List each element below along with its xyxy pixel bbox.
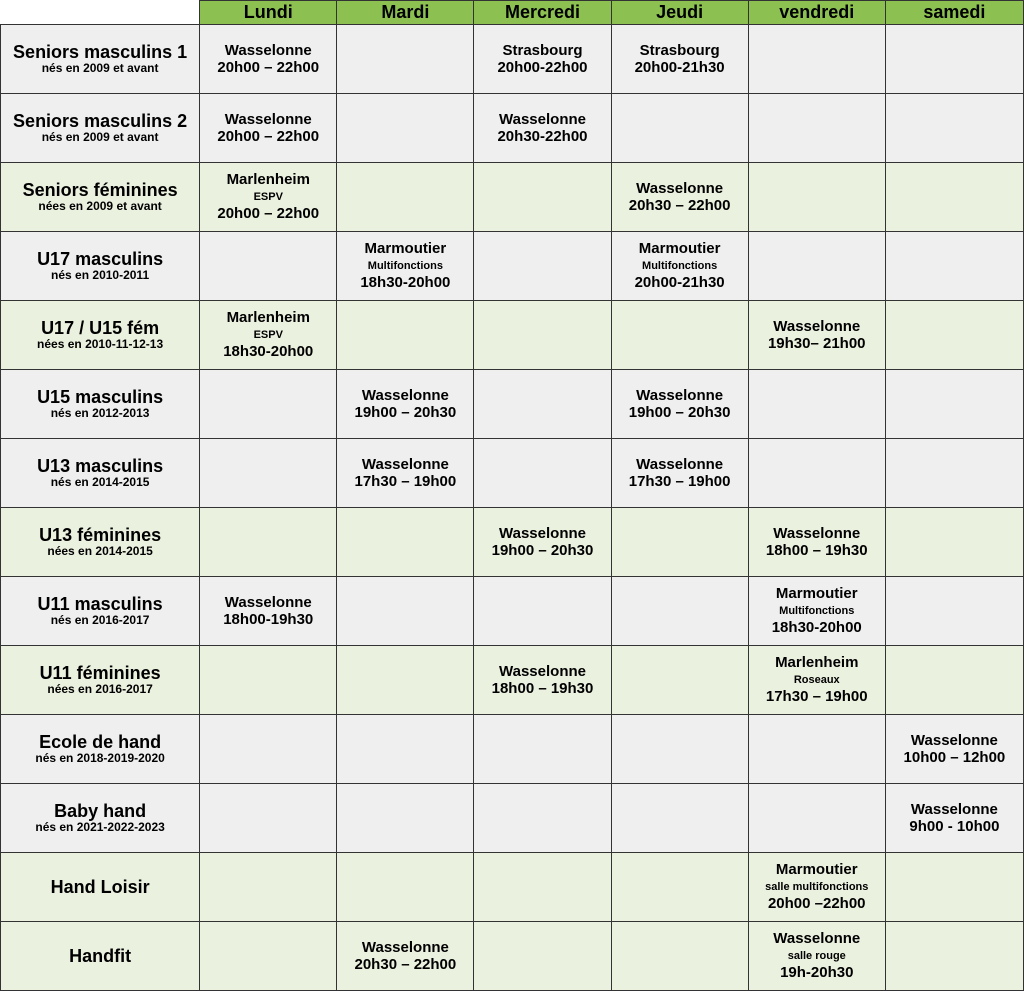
slot-monday [200,646,337,715]
slot-venue: Multifonctions [779,604,855,617]
header-corner-cell [1,1,200,25]
slot-friday [748,577,885,646]
team-birth-years: nés en 2009 et avant [41,130,159,145]
slot-time: 19h00 – 20h30 [491,542,594,559]
team-cell [1,370,200,439]
slot-location: Wasselonne [773,930,861,948]
team-row [1,715,1024,784]
team-cell [1,646,200,715]
team-row [1,784,1024,853]
team-cell [1,508,200,577]
slot-tuesday [337,922,474,991]
slot-thursday [611,232,748,301]
team-name: U13 masculins [37,455,164,476]
slot-saturday [885,301,1023,370]
slot-tuesday [337,508,474,577]
slot-location: Wasselonne [499,662,586,680]
slot-location: Wasselonne [499,524,586,542]
slot-saturday [885,715,1023,784]
schedule-header [1,1,1024,25]
slot-saturday [885,577,1023,646]
slot-time: 20h00-21h30 [634,274,725,292]
slot-wednesday [474,94,611,163]
slot-saturday [885,853,1023,922]
slot-time: 20h00 – 22h00 [217,59,320,76]
team-cell [1,94,200,163]
day-header-friday: vendredi [748,1,885,25]
slot-thursday [611,784,748,853]
team-cell [1,163,200,232]
team-name: Seniors masculins 1 [13,41,188,62]
team-birth-years: nées en 2014-2015 [47,544,153,559]
slot-friday [748,163,885,232]
team-row [1,508,1024,577]
team-birth-years: nés en 2016-2017 [50,613,150,628]
team-name: U13 féminines [39,524,162,545]
slot-friday [748,94,885,163]
team-row [1,922,1024,991]
slot-location: Wasselonne [499,110,586,128]
team-birth-years: nés en 2009 et avant [41,61,159,76]
slot-time: 19h00 – 20h30 [628,404,731,421]
slot-friday [748,715,885,784]
slot-time: 20h00-21h30 [634,59,725,76]
team-row [1,646,1024,715]
slot-location: Strasbourg [502,41,583,59]
slot-time: 20h30 – 22h00 [628,197,731,214]
team-name: U17 / U15 fém [41,317,160,338]
slot-time: 17h30 – 19h00 [765,688,868,706]
slot-wednesday [474,577,611,646]
day-header-wednesday: Mercredi [474,1,611,25]
slot-time: 20h00 – 22h00 [217,205,320,223]
team-name: Baby hand [54,800,147,821]
slot-time: 10h00 – 12h00 [903,749,1006,766]
slot-monday [200,301,337,370]
team-name: U15 masculins [37,386,164,407]
slot-saturday [885,922,1023,991]
slot-friday [748,646,885,715]
day-header-thursday: Jeudi [611,1,748,25]
slot-thursday [611,646,748,715]
slot-friday [748,784,885,853]
slot-saturday [885,94,1023,163]
slot-time: 20h30 – 22h00 [354,956,457,973]
slot-wednesday [474,439,611,508]
slot-saturday [885,232,1023,301]
slot-monday [200,25,337,94]
slot-time: 20h30-22h00 [497,128,588,145]
slot-monday [200,163,337,232]
slot-saturday [885,508,1023,577]
slot-monday [200,508,337,577]
slot-time: 18h00 – 19h30 [765,542,868,559]
slot-tuesday [337,784,474,853]
slot-friday [748,853,885,922]
slot-tuesday [337,94,474,163]
slot-friday [748,922,885,991]
slot-time: 20h00 –22h00 [767,895,866,913]
slot-thursday [611,715,748,784]
team-birth-years: nés en 2021-2022-2023 [35,820,165,835]
slot-thursday [611,370,748,439]
team-name: U11 masculins [37,593,163,614]
slot-time: 18h30-20h00 [771,619,862,637]
day-header-monday: Lundi [200,1,337,25]
slot-tuesday [337,577,474,646]
slot-wednesday [474,508,611,577]
header-row [1,1,1024,25]
slot-tuesday [337,439,474,508]
slot-tuesday [337,646,474,715]
slot-thursday [611,577,748,646]
slot-location: Wasselonne [636,455,724,473]
slot-venue: ESPV [253,328,283,341]
slot-time: 20h00-22h00 [497,59,588,76]
team-name: Seniors féminines [22,179,178,200]
slot-location: Wasselonne [910,731,998,749]
slot-wednesday [474,163,611,232]
slot-time: 18h30-20h00 [360,274,451,292]
slot-location: Marlenheim [775,654,859,672]
slot-location: Marlenheim [226,309,310,327]
team-birth-years: nés en 2014-2015 [50,475,150,490]
slot-wednesday [474,853,611,922]
slot-saturday [885,439,1023,508]
slot-wednesday [474,715,611,784]
slot-location: Wasselonne [361,455,449,473]
slot-location: Marmoutier [775,861,858,879]
slot-time: 19h30– 21h00 [767,335,866,352]
slot-thursday [611,25,748,94]
team-cell [1,922,200,991]
schedule-body [1,25,1024,991]
slot-tuesday [337,232,474,301]
team-row [1,439,1024,508]
slot-thursday [611,922,748,991]
team-cell [1,232,200,301]
slot-venue: salle rouge [787,949,846,962]
slot-thursday [611,94,748,163]
slot-thursday [611,439,748,508]
slot-friday [748,232,885,301]
slot-wednesday [474,646,611,715]
slot-time: 18h00 – 19h30 [491,680,594,697]
slot-location: Marlenheim [226,171,310,189]
slot-location: Marmoutier [364,240,447,258]
slot-venue: Multifonctions [367,259,443,272]
team-name: Seniors masculins 2 [13,110,188,131]
team-row [1,232,1024,301]
slot-time: 19h00 – 20h30 [354,404,457,421]
team-name: Ecole de hand [39,731,162,752]
team-birth-years: nés en 2012-2013 [50,406,150,421]
team-name: U17 masculins [37,248,164,269]
slot-time: 17h30 – 19h00 [354,473,457,490]
slot-venue: ESPV [253,190,283,203]
slot-wednesday [474,370,611,439]
slot-monday [200,784,337,853]
slot-location: Strasbourg [639,41,720,59]
team-birth-years: nés en 2010-2011 [51,268,150,283]
slot-location: Marmoutier [775,585,858,603]
slot-monday [200,853,337,922]
team-row [1,370,1024,439]
slot-monday [200,94,337,163]
slot-wednesday [474,232,611,301]
slot-time: 18h30-20h00 [223,343,314,361]
slot-venue: Roseaux [793,673,840,686]
slot-monday [200,577,337,646]
team-row [1,301,1024,370]
slot-monday [200,439,337,508]
slot-tuesday [337,301,474,370]
slot-friday [748,370,885,439]
slot-location: Wasselonne [773,317,861,335]
team-name: Hand Loisir [50,876,150,897]
slot-location: Wasselonne [224,41,312,59]
slot-wednesday [474,25,611,94]
slot-time: 17h30 – 19h00 [628,473,731,490]
slot-monday [200,715,337,784]
slot-location: Wasselonne [636,179,724,197]
slot-saturday [885,25,1023,94]
team-birth-years: nées en 2016-2017 [47,682,153,697]
slot-wednesday [474,301,611,370]
slot-thursday [611,301,748,370]
team-row [1,163,1024,232]
slot-friday [748,508,885,577]
slot-monday [200,232,337,301]
slot-time: 19h-20h30 [780,964,854,982]
team-cell [1,577,200,646]
team-cell [1,25,200,94]
slot-saturday [885,784,1023,853]
slot-tuesday [337,25,474,94]
slot-time: 20h00 – 22h00 [217,128,320,145]
team-row [1,25,1024,94]
day-header-tuesday: Mardi [337,1,474,25]
slot-monday [200,922,337,991]
team-row [1,577,1024,646]
slot-tuesday [337,853,474,922]
team-row [1,94,1024,163]
slot-wednesday [474,784,611,853]
slot-tuesday [337,370,474,439]
team-birth-years: nées en 2010-11-12-13 [37,337,164,352]
slot-location: Marmoutier [638,240,721,258]
slot-location: Wasselonne [773,524,861,542]
team-row [1,853,1024,922]
slot-venue: salle multifonctions [765,880,869,893]
slot-thursday [611,853,748,922]
slot-tuesday [337,163,474,232]
team-name: Handfit [69,945,132,966]
slot-friday [748,301,885,370]
slot-location: Wasselonne [910,800,998,818]
slot-location: Wasselonne [636,386,724,404]
team-birth-years: nées en 2009 et avant [38,199,162,214]
day-header-saturday: samedi [885,1,1023,25]
slot-venue: Multifonctions [642,259,718,272]
team-birth-years: nés en 2018-2019-2020 [35,751,165,766]
team-cell [1,715,200,784]
slot-location: Wasselonne [361,938,449,956]
slot-thursday [611,163,748,232]
slot-thursday [611,508,748,577]
team-cell [1,784,200,853]
slot-saturday [885,646,1023,715]
slot-friday [748,25,885,94]
slot-friday [748,439,885,508]
slot-tuesday [337,715,474,784]
slot-time: 9h00 - 10h00 [909,818,1000,835]
slot-saturday [885,163,1023,232]
slot-location: Wasselonne [224,593,312,611]
slot-time: 18h00-19h30 [223,611,314,628]
team-name: U11 féminines [39,662,161,683]
slot-location: Wasselonne [224,110,312,128]
team-cell [1,301,200,370]
slot-saturday [885,370,1023,439]
slot-location: Wasselonne [361,386,449,404]
team-cell [1,439,200,508]
slot-monday [200,370,337,439]
slot-wednesday [474,922,611,991]
team-cell [1,853,200,922]
